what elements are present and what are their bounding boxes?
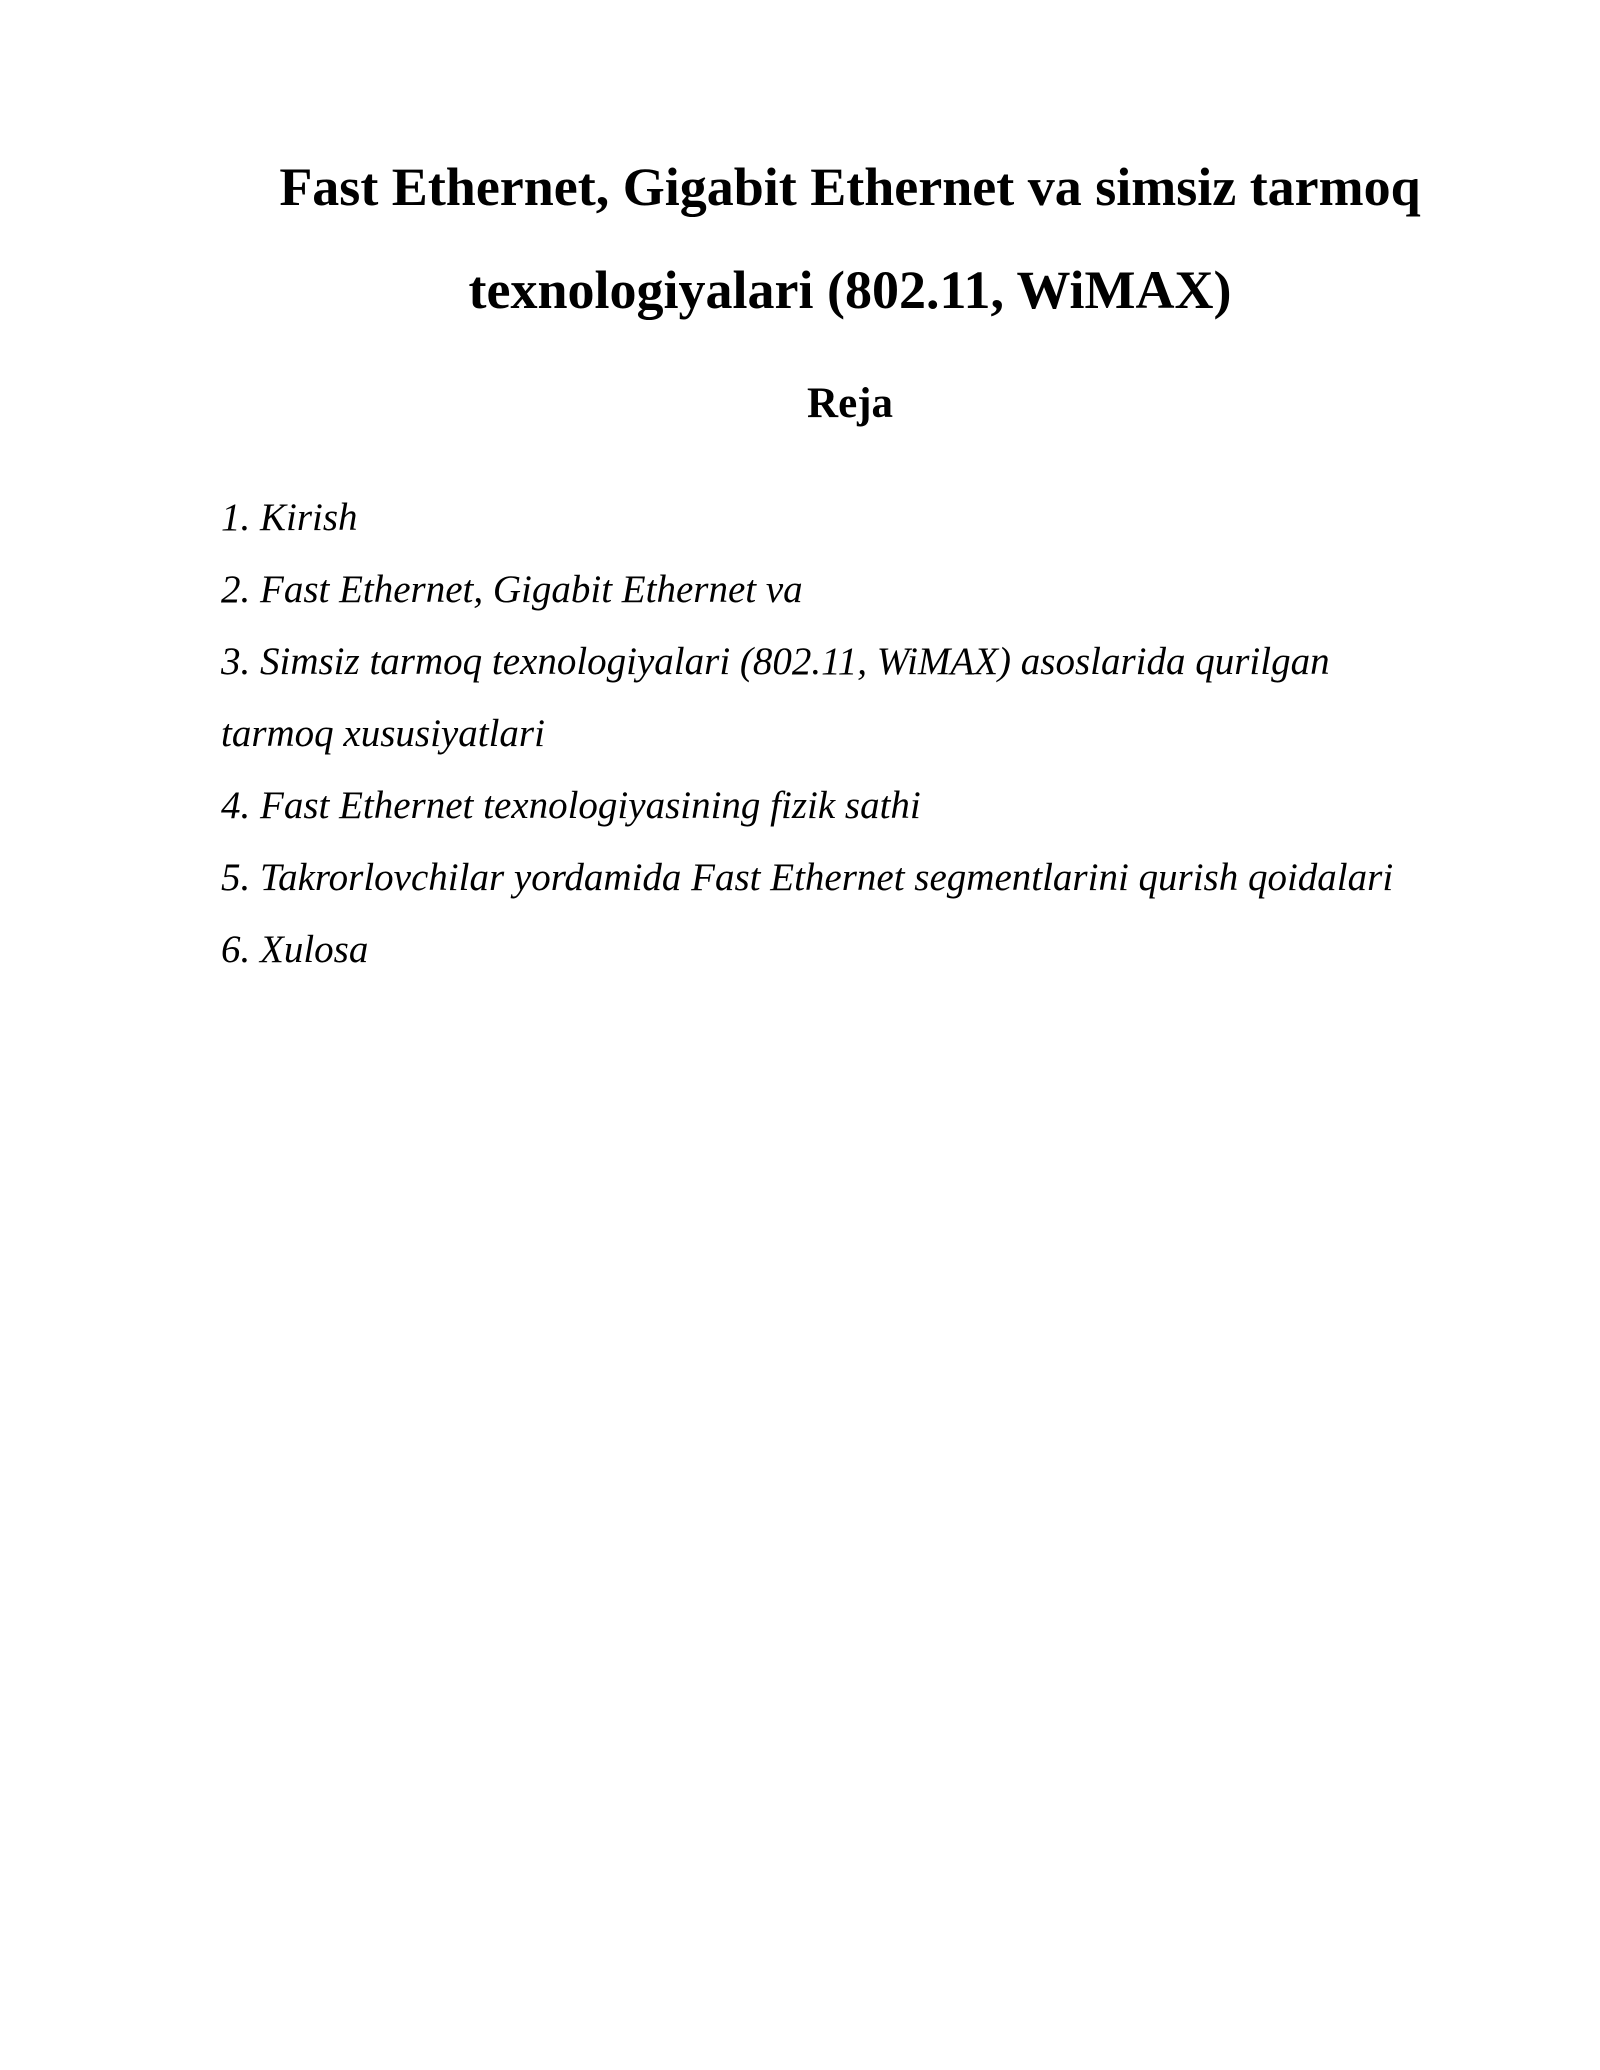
plan-item-3-text-line-2: tarmoq xususiyatlari (221, 712, 545, 755)
plan-item-6 (221, 914, 1521, 986)
plan-item-6-text: 6. Xulosa (221, 928, 369, 971)
plan-item-5-text: 5. Takrorlovchilar yordamida Fast Ethernet segmentlarini qurish qoidalari (221, 856, 1394, 899)
document-title-line-2: texnologiyalari (802.11, WiMAX) (468, 260, 1232, 320)
plan-item-1 (221, 482, 1521, 554)
plan-item-5 (221, 842, 1521, 914)
plan-item-1-text: 1. Kirish (221, 496, 358, 539)
document-title-line-1: Fast Ethernet, Gigabit Ethernet va simsiz tarmoq (279, 157, 1421, 217)
plan-item-2 (221, 554, 1521, 626)
plan-heading: Reja (807, 380, 893, 427)
plan-item-4-text: 4. Fast Ethernet texnologiyasining fizik sathi (221, 784, 921, 827)
plan-item-3-text-line-1: 3. Simsiz tarmoq texnologiyalari (802.11, WiMAX) asoslarida qurilgan (221, 640, 1330, 683)
plan-item-3 (221, 626, 1521, 770)
document-title (200, 136, 1500, 342)
plan-item-2-text: 2. Fast Ethernet, Gigabit Ethernet va (221, 568, 803, 611)
plan-item-4 (221, 770, 1521, 842)
plan-list (221, 482, 1521, 986)
